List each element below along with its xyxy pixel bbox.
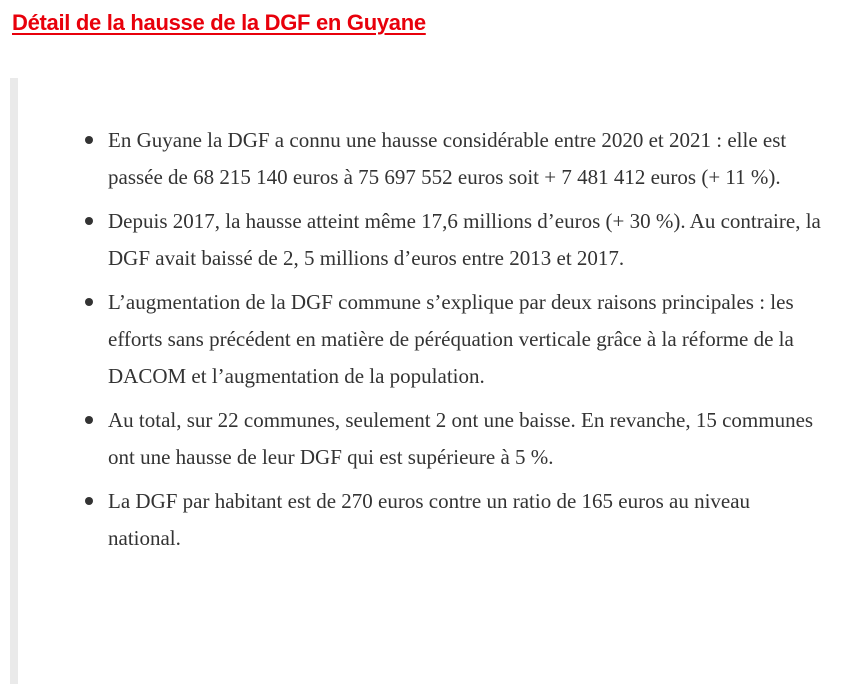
list-item — [80, 203, 828, 276]
blockquote — [10, 78, 846, 684]
list-item-text: L’augmentation de la DGF commune s’explique par deux raisons principales : les efforts sans précédent en matière de péréquation verticale grâce à la réforme de la DACOM et l’augmentation de la population. — [108, 290, 794, 388]
list-item — [80, 402, 828, 475]
bullet-icon — [85, 416, 93, 424]
heading-link[interactable]: Détail de la hausse de la DGF en Guyane — [12, 10, 426, 35]
list-item — [80, 122, 828, 195]
list-item-text: La DGF par habitant est de 270 euros contre un ratio de 165 euros au niveau national. — [108, 489, 751, 550]
bullet-icon — [85, 497, 93, 505]
bullet-list — [80, 122, 828, 565]
list-item — [80, 284, 828, 394]
list-item — [80, 483, 828, 556]
bullet-icon — [85, 298, 93, 306]
list-item-text: En Guyane la DGF a connu une hausse considérable entre 2020 et 2021 : elle est passée de 68 215 140 euros à 75 697 552 euros soit + 7 481 412 euros (+ 11 %). — [108, 128, 787, 189]
bullet-icon — [85, 217, 93, 225]
list-item-text: Depuis 2017, la hausse atteint même 17,6 millions d’euros (+ 30 %). Au contraire, la DGF avait baissé de 2, 5 millions d’euros entre 2013 et 2017. — [108, 209, 821, 270]
list-item-text: Au total, sur 22 communes, seulement 2 ont une baisse. En revanche, 15 communes ont une hausse de leur DGF qui est supérieure à 5 %. — [108, 408, 814, 469]
bullet-icon — [85, 136, 93, 144]
